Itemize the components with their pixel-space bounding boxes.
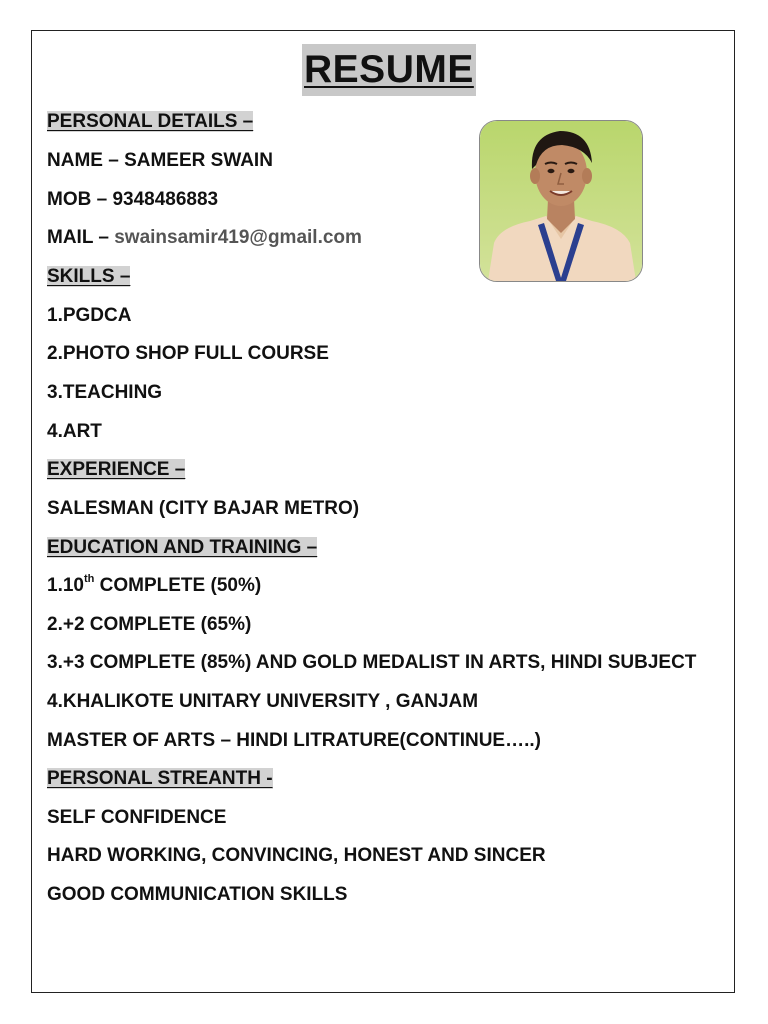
skill-item: 2.PHOTO SHOP FULL COURSE	[47, 343, 329, 364]
mob-label: MOB –	[47, 189, 113, 210]
name-value: SAMEER SWAIN	[124, 150, 273, 171]
education-item: 1.10th COMPLETE (50%)	[47, 572, 262, 596]
personal-details-heading: PERSONAL DETAILS –	[47, 111, 254, 132]
skill-item: 3.TEACHING	[47, 382, 163, 403]
education-item: 3.+3 COMPLETE (85%) AND GOLD MEDALIST IN ARTS, HINDI SUBJECT	[47, 652, 697, 673]
education-item: 2.+2 COMPLETE (65%)	[47, 614, 252, 635]
experience-heading: EXPERIENCE –	[47, 459, 186, 480]
mail-line	[47, 226, 362, 250]
education-heading: EDUCATION AND TRAINING –	[47, 537, 318, 558]
skills-heading: SKILLS –	[47, 266, 131, 287]
resume-title: RESUME	[302, 44, 476, 96]
mob-value: 9348486883	[112, 189, 219, 210]
name-label: NAME –	[47, 150, 125, 171]
mail-label: MAIL –	[47, 227, 115, 248]
person-portrait-icon	[480, 121, 642, 281]
name-line	[47, 149, 273, 173]
education-item: 4.KHALIKOTE UNITARY UNIVERSITY , GANJAM	[47, 691, 479, 712]
strength-item: HARD WORKING, CONVINCING, HONEST AND SINCER	[47, 845, 546, 866]
mail-link[interactable]: swainsamir419@gmail.com	[114, 227, 362, 248]
education-item: MASTER OF ARTS – HINDI LITRATURE(CONTINUE…..)	[47, 730, 541, 751]
skill-item: 4.ART	[47, 421, 102, 442]
strength-item: GOOD COMMUNICATION SKILLS	[47, 884, 348, 905]
experience-item: SALESMAN (CITY BAJAR METRO)	[47, 498, 360, 519]
strength-heading: PERSONAL STREANTH -	[47, 768, 273, 789]
mob-line	[47, 188, 218, 212]
profile-photo	[479, 120, 643, 282]
skill-item: 1.PGDCA	[47, 305, 132, 326]
strength-item: SELF CONFIDENCE	[47, 807, 227, 828]
